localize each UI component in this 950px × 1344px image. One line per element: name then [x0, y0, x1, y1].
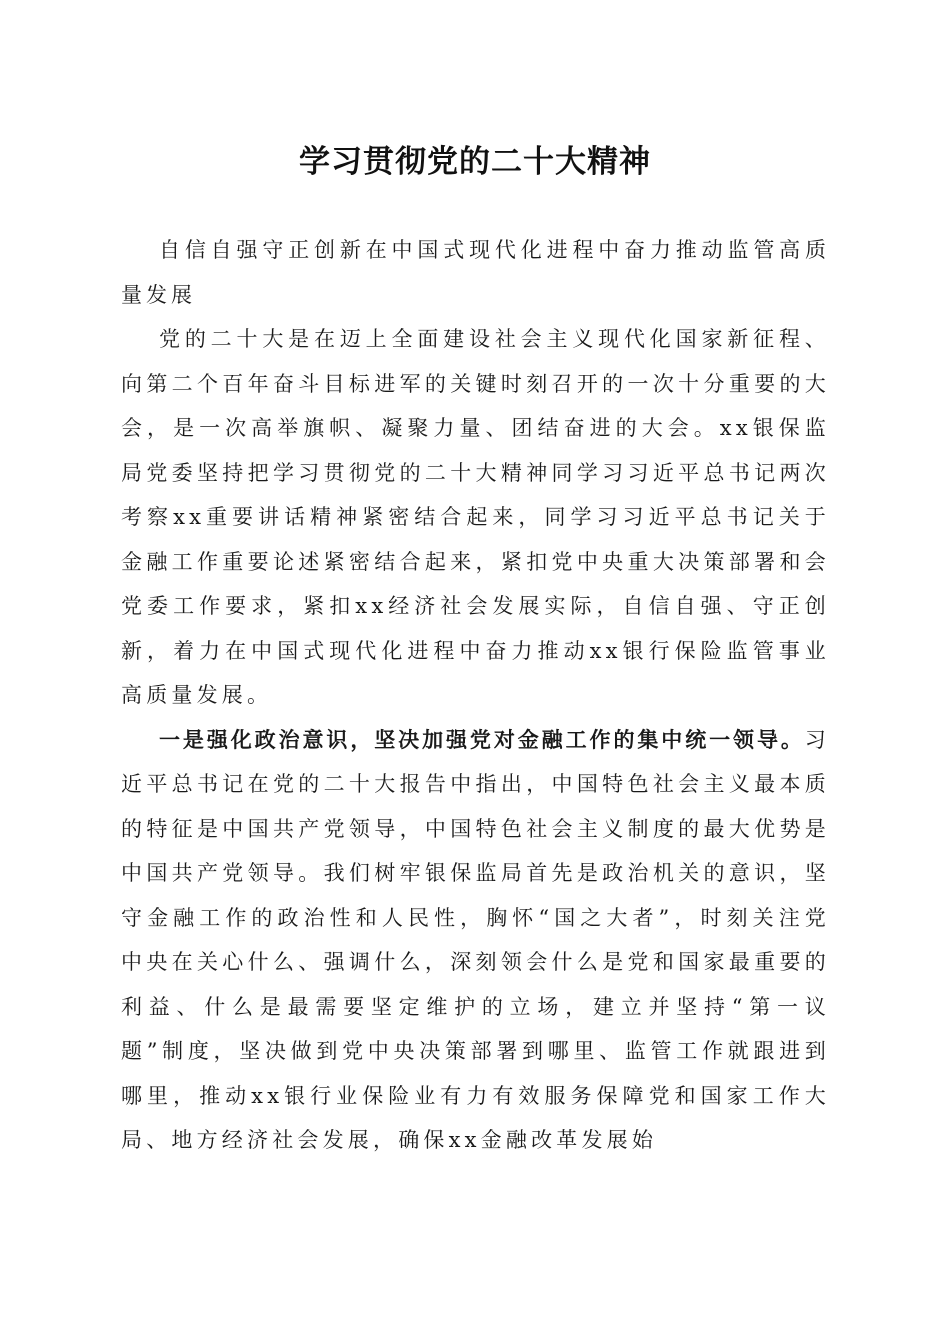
paragraph-point-one — [121, 718, 830, 1163]
document-subtitle: 自信自强守正创新在中国式现代化进程中奋力推动监管高质量发展 — [121, 238, 830, 307]
paragraph-point-one-lead: 一是强化政治意识，坚决加强党对金融工作的集中统一领导。 — [159, 726, 805, 752]
paragraph-intro: 党的二十大是在迈上全面建设社会主义现代化国家新征程、向第二个百年奋斗目标进军的关键时刻召开的一次十分重要的大会，是一次高举旗帜、凝聚力量、团结奋进的大会。xx银保监局党委坚持把学习贯彻党的二十大精神同学习习近平总书记两次考察xx重要讲话精神紧密结合起来，同学习习近平总书记关于金融工作重要论述紧密结合起来，紧扣党中央重大决策部署和会党委工作要求，紧扣xx经济社会发展实际，自信自强、守正创新，着力在中国式现代化进程中奋力推动xx银行保险监管事业高质量发展。 — [121, 327, 830, 707]
document-title: 学习贯彻党的二十大精神 — [299, 144, 651, 180]
document-body — [121, 228, 830, 1163]
paragraph-point-one-body: 习近平总书记在党的二十大报告中指出，中国特色社会主义最本质的特征是中国共产党领导，中国特色社会主义制度的最大优势是中国共产党领导。我们树牢银保监局首先是政治机关的意识，坚守金融工作的政治性和人民性，胸怀“国之大者”，时刻关注党中央在关心什么、强调什么，深刻领会什么是党和国家最重要的利益、什么是最需要坚定维护的立场，建立并坚持“第一议题”制度，坚决做到党中央决策部署到哪里、监管工作就跟进到哪里，推动xx银行业保险业有力有效服务保障党和国家工作大局、地方经济社会发展，确保xx金融改革发展始 — [121, 727, 830, 1152]
